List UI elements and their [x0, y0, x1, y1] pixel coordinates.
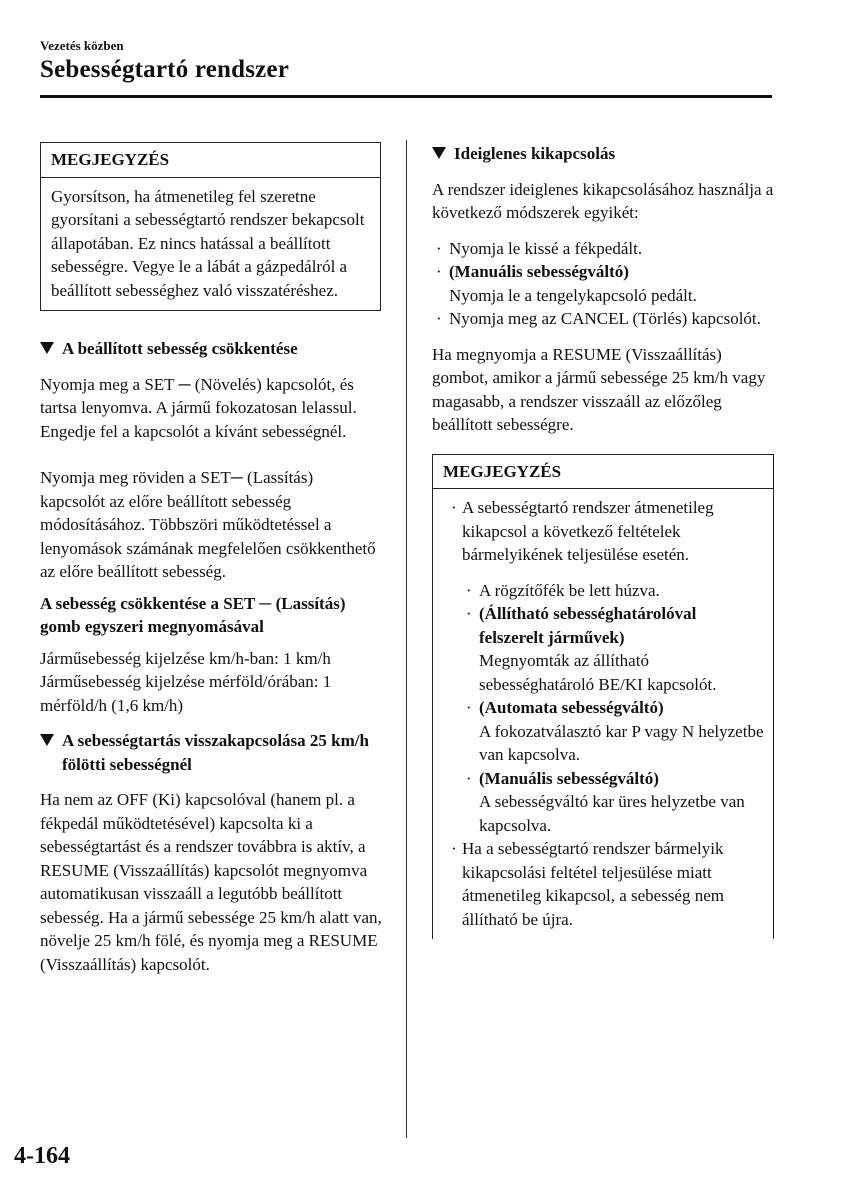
triangle-marker-icon — [40, 342, 54, 354]
paragraph: Engedje fel a kapcsolót a kívánt sebességnél. — [40, 421, 347, 441]
bullet-icon: · — [436, 238, 442, 258]
bullet-icon: · — [466, 604, 472, 623]
triangle-marker-icon — [432, 147, 446, 159]
section-label: Vezetés közben — [40, 38, 124, 53]
list-item: · Nyomja meg az CANCEL (Törlés) kapcsolót. — [432, 307, 774, 331]
right-column — [432, 142, 774, 939]
bullet-icon: · — [466, 580, 472, 600]
paragraph: Ha megnyomja a RESUME (Visszaállítás) gombot, amikor a jármű sebessége 25 km/h vagy magasabb, a rendszer visszaáll az előzőleg beállított sebességre. — [432, 344, 766, 434]
page-title: Sebességtartó rendszer — [40, 56, 290, 83]
list-item: · (Manuális sebességváltó) Nyomja le a tengelykapcsoló pedált. — [436, 262, 697, 305]
paragraph: Járműsebesség kijelzése mérföld/órában: 1 mérföld/h (1,6 km/h) — [40, 672, 332, 715]
paragraph: Ha nem az OFF (Ki) kapcsolóval (hanem pl. a fékpedál működtetésével) kapcsolta ki a sebességtartást és a rendszer továbbra is aktív, a RESUME (Visszaállítás) kapcsolót megnyomva automatikusan visszaáll a legutóbb beállított sebesség. Ha a jármű sebessége 25 km/h alatt van, növelje 25 km/h fölé, és nyomja meg a RESUME (Visszaállítás) kapcsolót. — [40, 790, 382, 974]
note-box-1 — [40, 142, 381, 311]
paragraph: Járműsebesség kijelzése km/h-ban: 1 km/h — [40, 648, 331, 668]
note-text: Gyorsítson, ha átmenetileg fel szeretne gyorsítani a sebességtartó rendszer bekapcsolt állapotában. Ez nincs hatással a beállított sebességre. Vegye le a lábát a gázpedálról a beállított sebességhez való visszatéréshez. — [51, 186, 365, 300]
paragraph: Nyomja meg a SET ─ (Növelés) kapcsolót, és tartsa lenyomva. A jármű fokozatosan lelassul. — [40, 374, 357, 417]
note-title: MEGJEGYZÉS — [41, 143, 380, 178]
heading-resume-speed: A sebességtartás visszakapcsolása 25 km/h fölötti sebességnél — [40, 729, 382, 776]
sub-list-item: · (Manuális sebességváltó) A sebességváltó kar üres helyzetbe van kapcsolva. — [466, 768, 745, 835]
bullet-icon: · — [451, 839, 457, 858]
title-rule — [40, 95, 772, 98]
heading-temporary-cancel: Ideiglenes kikapcsolás — [432, 142, 774, 166]
page-number: 4-164 — [14, 1143, 70, 1169]
bullet-icon: · — [436, 309, 442, 328]
triangle-marker-icon — [40, 734, 54, 746]
left-column — [40, 142, 382, 976]
bullet-icon: · — [451, 498, 457, 517]
bullet-icon: · — [466, 768, 472, 788]
sub-list-item: · (Állítható sebességhatárolóval felszerelt járművek) Megnyomták az állítható sebességhatároló BE/KI kapcsolót. — [466, 604, 717, 694]
sub-list-item: · (Automata sebességváltó) A fokozatválasztó kar P vagy N helyzetbe van kapcsolva. — [466, 698, 764, 764]
column-divider — [406, 140, 407, 1138]
bullet-icon: · — [436, 262, 442, 281]
list-item: · A sebességtartó rendszer átmenetileg kikapcsol a következő feltételek bármelyikének teljesülése esetén. — [451, 498, 714, 564]
heading-decrease-speed: A beállított sebesség csökkentése — [40, 337, 382, 361]
note-body — [433, 489, 773, 939]
list-item: · Nyomja le kissé a fékpedált. — [432, 237, 774, 261]
subheading-single-press: A sebesség csökkentése a SET ─ (Lassítás) gomb egyszeri megnyomásával — [40, 593, 346, 636]
sub-list-item: · A rögzítőfék be lett húzva. — [433, 579, 765, 603]
list-item: · Ha a sebességtartó rendszer bármelyik kikapcsolási feltétel teljesülése miatt átmenetileg kikapcsol, a sebesség nem állítható be újra. — [451, 839, 724, 929]
paragraph: Nyomja meg röviden a SET─ (Lassítás) kapcsolót az előre beállított sebesség módosításához. Többszöri működtetéssel a lenyomások számának megfelelően csökkenthető az előre beállított sebesség. — [40, 468, 376, 581]
bullet-icon: · — [466, 698, 472, 717]
paragraph: A rendszer ideiglenes kikapcsolásához használja a következő módszerek egyikét: — [432, 179, 774, 222]
note-box-2 — [432, 454, 774, 940]
note-title: MEGJEGYZÉS — [433, 455, 773, 490]
